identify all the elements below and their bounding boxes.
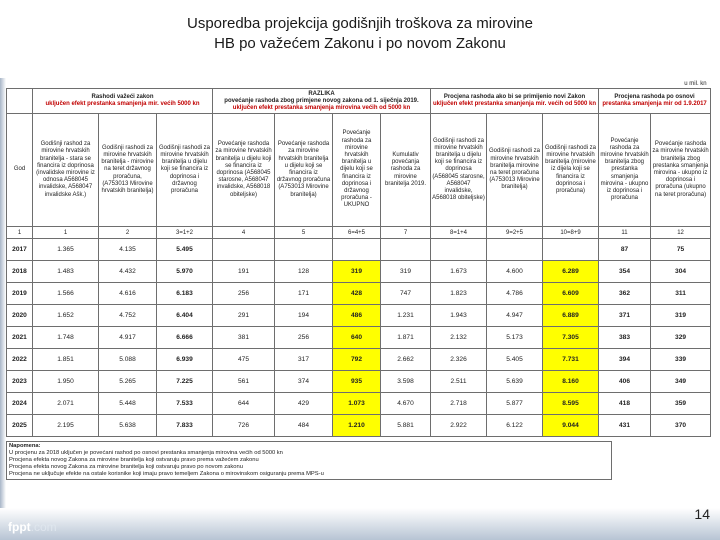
value-cell: 6.609 xyxy=(543,283,599,305)
value-cell: 381 xyxy=(213,327,275,349)
value-cell xyxy=(487,239,543,261)
note-line: Procjena ne uključuje efekte na ostale korisnike koji imaju pravo temeljem Zakona o mirovinskom osiguranju prema MPS-u xyxy=(9,471,324,477)
value-cell: 256 xyxy=(275,327,333,349)
value-cell: 6.404 xyxy=(157,305,213,327)
table-row xyxy=(7,415,711,437)
value-cell: 3.598 xyxy=(381,371,431,393)
value-cell: 5.173 xyxy=(487,327,543,349)
value-cell: 792 xyxy=(333,349,381,371)
value-cell: 291 xyxy=(213,305,275,327)
value-cell: 1.943 xyxy=(431,305,487,327)
value-cell: 5.877 xyxy=(487,393,543,415)
value-cell: 359 xyxy=(651,393,711,415)
group-reduction-stop: Procjena rashoda po osnovi prestanka smanjenja mir od 1.9.2017 xyxy=(599,89,711,114)
value-cell: 5.881 xyxy=(381,415,431,437)
value-cell: 4.786 xyxy=(487,283,543,305)
fppt-logo: fppt.com xyxy=(8,520,57,534)
column-header: Godišnji rashodi za mirovine hrvatskih branitelja mirovine na teret proračuna (A753013 Mirovine branitelja) xyxy=(487,114,543,227)
value-cell: 6.889 xyxy=(543,305,599,327)
year-cell: 2019 xyxy=(7,283,33,305)
value-cell: 429 xyxy=(275,393,333,415)
value-cell: 354 xyxy=(599,261,651,283)
value-cell: 319 xyxy=(333,261,381,283)
value-cell xyxy=(543,239,599,261)
value-cell: 8.595 xyxy=(543,393,599,415)
value-cell: 87 xyxy=(599,239,651,261)
value-cell: 362 xyxy=(599,283,651,305)
year-cell: 2017 xyxy=(7,239,33,261)
value-cell: 329 xyxy=(651,327,711,349)
value-cell: 2.195 xyxy=(33,415,99,437)
value-cell: 2.718 xyxy=(431,393,487,415)
value-cell: 4.917 xyxy=(99,327,157,349)
column-header: Povećanje rashoda za mirovine hrvatskih branitelja zbog prestanka smanjenja mirovina - ukupno iz doprinosa i proračuna xyxy=(599,114,651,227)
column-header: Povećanje rashoda za mirovine hrvatskih branitelja u dijelu koji se financira iz doprinosa (A568045 starosne, A568047 invalidske, A568018 obiteljske) xyxy=(213,114,275,227)
value-cell: 370 xyxy=(651,415,711,437)
value-cell xyxy=(381,239,431,261)
value-cell: 4.135 xyxy=(99,239,157,261)
column-header: Godišnji rashodi za mirovine hrvatskih branitelja u dijelu koji se financira iz doprinosa i državnog proračuna xyxy=(157,114,213,227)
value-cell: 319 xyxy=(651,305,711,327)
notes-box xyxy=(6,441,612,480)
value-cell: 5.265 xyxy=(99,371,157,393)
value-cell: 6.289 xyxy=(543,261,599,283)
year-cell: 2025 xyxy=(7,415,33,437)
value-cell: 304 xyxy=(651,261,711,283)
value-cell: 8.160 xyxy=(543,371,599,393)
value-cell: 6.666 xyxy=(157,327,213,349)
column-header: Godišnji rashodi za mirovine hrvatskih branitelja u dijelu koji se financira iz doprinosa (A568045 starosne, A568047 invalidske, A568018 obiteljske) xyxy=(431,114,487,227)
group-header-row xyxy=(7,89,711,114)
value-cell: 171 xyxy=(275,283,333,305)
value-cell: 1.823 xyxy=(431,283,487,305)
value-cell: 371 xyxy=(599,305,651,327)
value-cell: 1.652 xyxy=(33,305,99,327)
value-cell: 2.071 xyxy=(33,393,99,415)
value-cell: 7.731 xyxy=(543,349,599,371)
value-cell: 406 xyxy=(599,371,651,393)
value-cell: 5.639 xyxy=(487,371,543,393)
value-cell: 383 xyxy=(599,327,651,349)
value-cell: 2.132 xyxy=(431,327,487,349)
value-cell xyxy=(333,239,381,261)
notes-header: Napomena: xyxy=(9,443,41,449)
value-cell: 418 xyxy=(599,393,651,415)
slide-shadow-bottom xyxy=(0,508,720,540)
value-cell: 486 xyxy=(333,305,381,327)
value-cell: 1.748 xyxy=(33,327,99,349)
value-cell: 6.183 xyxy=(157,283,213,305)
column-header: God xyxy=(7,114,33,227)
year-cell: 2020 xyxy=(7,305,33,327)
value-cell: 6.122 xyxy=(487,415,543,437)
value-cell: 339 xyxy=(651,349,711,371)
value-cell: 1.950 xyxy=(33,371,99,393)
value-cell: 2.922 xyxy=(431,415,487,437)
table-row xyxy=(7,261,711,283)
value-cell: 6.939 xyxy=(157,349,213,371)
value-cell: 1.231 xyxy=(381,305,431,327)
column-header: Povećanje rashoda za mirovine hrvatskih branitelja zbog prestanka smanjenja mirovina - ukupno iz doprinosa i proračuna (ukupno na teret proračuna) xyxy=(651,114,711,227)
value-cell: 726 xyxy=(213,415,275,437)
page-number: 14 xyxy=(694,506,710,522)
value-cell: 7.833 xyxy=(157,415,213,437)
value-cell: 374 xyxy=(275,371,333,393)
value-cell: 1.210 xyxy=(333,415,381,437)
value-cell: 935 xyxy=(333,371,381,393)
value-cell: 1.566 xyxy=(33,283,99,305)
value-cell xyxy=(213,239,275,261)
value-cell: 1.851 xyxy=(33,349,99,371)
value-cell: 4.670 xyxy=(381,393,431,415)
value-cell: 1.483 xyxy=(33,261,99,283)
value-cell: 747 xyxy=(381,283,431,305)
column-header: Godišnji rashodi za mirovine hrvatskih branitelja - mirovine na teret državnog proračuna, (A753013 Mirovine hrvatskih branitelja) xyxy=(99,114,157,227)
title-line-2: HB po važećem Zakonu i po novom Zakonu xyxy=(214,35,506,52)
value-cell xyxy=(275,239,333,261)
value-cell: 644 xyxy=(213,393,275,415)
table-row xyxy=(7,393,711,415)
year-cell: 2022 xyxy=(7,349,33,371)
table-row xyxy=(7,305,711,327)
value-cell xyxy=(431,239,487,261)
value-cell: 7.533 xyxy=(157,393,213,415)
value-cell: 431 xyxy=(599,415,651,437)
value-cell: 194 xyxy=(275,305,333,327)
group-difference: RAZLIKA povećanje rashoda zbog primjene novog zakona od 1. siječnja 2019. uključen efekt prestanka smanjenja mirovina većih od 5000 kn xyxy=(213,89,431,114)
slide-title xyxy=(0,14,720,54)
value-cell: 394 xyxy=(599,349,651,371)
year-cell: 2023 xyxy=(7,371,33,393)
value-cell: 484 xyxy=(275,415,333,437)
value-cell: 640 xyxy=(333,327,381,349)
value-cell: 75 xyxy=(651,239,711,261)
value-cell: 1.871 xyxy=(381,327,431,349)
column-header-row xyxy=(7,114,711,227)
value-cell: 2.326 xyxy=(431,349,487,371)
table-row xyxy=(7,327,711,349)
value-cell: 475 xyxy=(213,349,275,371)
value-cell: 1.673 xyxy=(431,261,487,283)
value-cell: 191 xyxy=(213,261,275,283)
value-cell: 319 xyxy=(381,261,431,283)
value-cell: 4.616 xyxy=(99,283,157,305)
table-row xyxy=(7,371,711,393)
year-cell: 2024 xyxy=(7,393,33,415)
column-header: Godišnji rashod za mirovine hrvatskih branitelja - stara se financira iz doprinosa (invalidske mirovine iz odnosa A568045 invalidske, A568047 invalidske Ašk.) xyxy=(33,114,99,227)
pension-table-image xyxy=(6,80,710,482)
value-cell: 311 xyxy=(651,283,711,305)
value-cell: 4.947 xyxy=(487,305,543,327)
value-cell: 2.511 xyxy=(431,371,487,393)
value-cell: 5.088 xyxy=(99,349,157,371)
value-cell: 5.638 xyxy=(99,415,157,437)
value-cell: 4.432 xyxy=(99,261,157,283)
column-number-row: 1 1 2 3=1+2 4 5 6=4+5 7 8=1+4 9=2+5 10=8+9 11 12 xyxy=(7,227,711,239)
pension-table xyxy=(6,80,711,437)
note-line: Procjena efekta novog Zakona za mirovine branitelja koji ostvaruju pravo prema važećem zakonu xyxy=(9,457,259,463)
note-line: U procjenu za 2018 uključen je povećani rashod po osnovi prestanka smanjenja mirovina većih od 5000 kn xyxy=(9,450,283,456)
value-cell: 128 xyxy=(275,261,333,283)
group-new-law: Procjena rashoda ako bi se primijenio novi Zakon uključen efekt prestanka smanjenja mir. većih od 5000 kn xyxy=(431,89,599,114)
value-cell: 2.662 xyxy=(381,349,431,371)
value-cell: 5.405 xyxy=(487,349,543,371)
column-header: Godišnji rashodi za mirovine hrvatskih branitelja (mirovine iz dijela koji se financira iz doprinosa i proračuna) xyxy=(543,114,599,227)
value-cell: 5.448 xyxy=(99,393,157,415)
year-cell: 2018 xyxy=(7,261,33,283)
value-cell: 1.365 xyxy=(33,239,99,261)
value-cell: 7.225 xyxy=(157,371,213,393)
table-body xyxy=(7,239,711,437)
value-cell: 7.305 xyxy=(543,327,599,349)
value-cell: 428 xyxy=(333,283,381,305)
value-cell: 561 xyxy=(213,371,275,393)
column-header: Povećanje rashoda za mirovine hrvatskih branitelja u dijelu koji se financira iz doprinosa i državnog proračuna - UKUPNO xyxy=(333,114,381,227)
value-cell: 1.073 xyxy=(333,393,381,415)
value-cell: 349 xyxy=(651,371,711,393)
table-row xyxy=(7,349,711,371)
value-cell: 317 xyxy=(275,349,333,371)
year-cell: 2021 xyxy=(7,327,33,349)
value-cell: 4.600 xyxy=(487,261,543,283)
table-row xyxy=(7,283,711,305)
value-cell: 5.495 xyxy=(157,239,213,261)
unit-label: u mil. kn xyxy=(684,81,707,87)
note-line: Procjena efekta novog Zakona za mirovine branitelja koji ostvaruju pravo po novom zakonu xyxy=(9,464,243,470)
column-header: Kumulativ povećanja rashoda za mirovine branitelja 2019. xyxy=(381,114,431,227)
group-current-law: Rashodi važeći zakon uključen efekt prestanka smanjenja mir. većih 5000 kn xyxy=(33,89,213,114)
value-cell: 9.044 xyxy=(543,415,599,437)
column-header: Povećanje rashoda za mirovine hrvatskih branitelja u dijelu koji se financira iz državnog proračuna (A753013 Mirovine branitelja) xyxy=(275,114,333,227)
value-cell: 256 xyxy=(213,283,275,305)
title-line-1: Usporedba projekcija godišnjih troškova za mirovine xyxy=(186,15,533,32)
table-row xyxy=(7,239,711,261)
value-cell: 4.752 xyxy=(99,305,157,327)
value-cell: 5.970 xyxy=(157,261,213,283)
